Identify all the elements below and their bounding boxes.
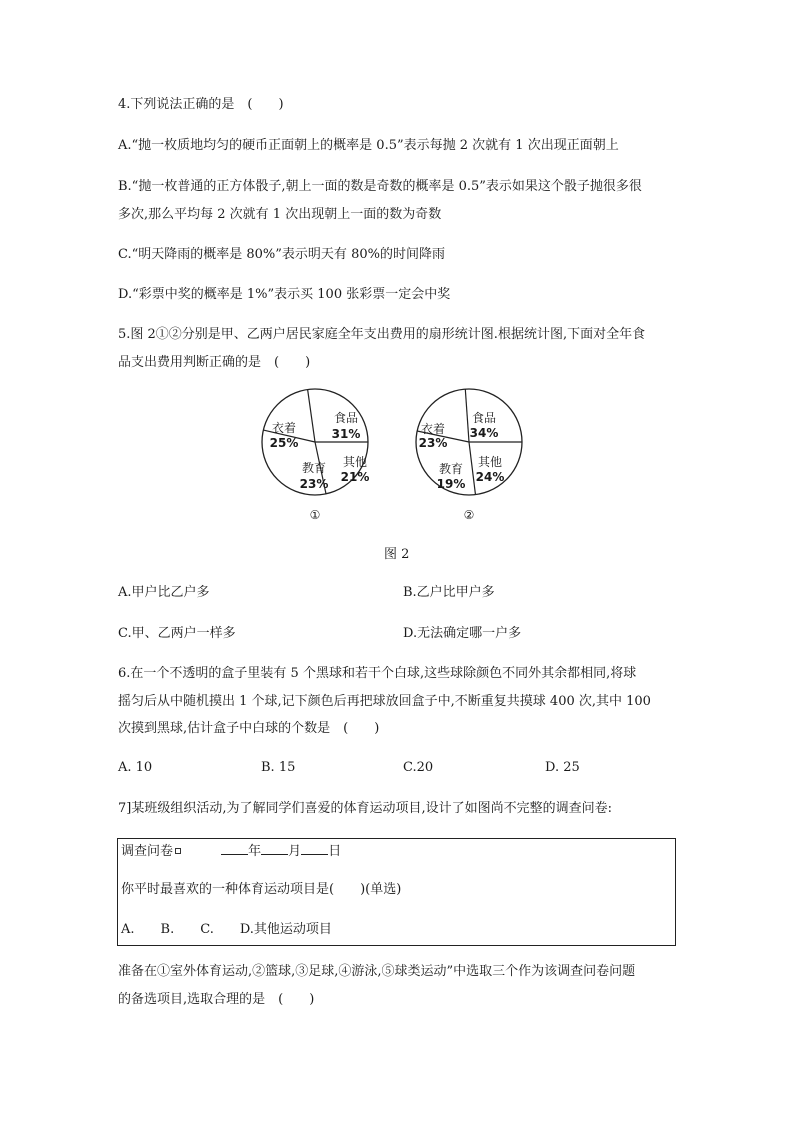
q6-option-a: A. 10 — [118, 760, 153, 775]
q5-stem-line1: 5.图 2①②分别是甲、乙两户居民家庭全年支出费用的扇形统计图.根据统计图,下面对全年食 — [118, 327, 646, 342]
q6-option-b: B. 15 — [261, 760, 296, 775]
pie-1-slice-label-1: 食品 — [333, 411, 359, 425]
q5-option-b: B.乙户比甲户多 — [403, 585, 495, 600]
year-blank — [221, 841, 248, 855]
survey-title: 调查问卷 — [121, 844, 174, 859]
survey-header — [121, 841, 341, 861]
pie-1-slice-label-2: 其他 — [342, 455, 368, 469]
pie-chart-2 — [416, 389, 522, 522]
pie-2-title: ② — [463, 508, 475, 522]
pie-1-slice-value-3: 23% — [299, 477, 329, 491]
q6-option-c: C.20 — [403, 760, 434, 775]
q4-option-b-line2: 多次,那么平均每 2 次就有 1 次出现朝上一面的数为奇数 — [118, 207, 442, 222]
survey-option-a: A. — [121, 922, 135, 937]
q6-stem-line1: 6.在一个不透明的盒子里装有 5 个黑球和若干个白球,这些球除颜色不同外其余都相同,将球 — [118, 666, 637, 681]
q6-stem-line2: 摇匀后从中随机摸出 1 个球,记下颜色后再把球放回盒子中,不断重复共摸球 400 次,其中 100 — [118, 694, 651, 709]
q4-option-b-line1: B.“抛一枚普通的正方体骰子,朝上一面的数是奇数的概率是 0.5”表示如果这个骰子抛很多很 — [118, 179, 642, 194]
pie-2-slice-value-4: 23% — [418, 436, 448, 450]
pie-1-slice-value-4: 25% — [269, 436, 299, 450]
q7-after-line2: 的备选项目,选取合理的是 ( ) — [118, 992, 315, 1007]
pie-2-slice-value-1: 34% — [469, 426, 499, 440]
survey-option-d: D.其他运动项目 — [239, 922, 332, 937]
year-label: 年 — [248, 844, 262, 859]
pie-1-slice-label-4: 衣着 — [271, 421, 297, 435]
pie-1-slice-value-2: 21% — [340, 470, 370, 484]
q7-stem: 7]某班级组织活动,为了解同学们喜爱的体育运动项目,设计了如图尚不完整的调查问卷: — [118, 801, 612, 816]
survey-question: 你平时最喜欢的一种体育运动项目是( )(单选) — [121, 882, 402, 897]
pie-2-slice-label-1: 食品 — [471, 411, 497, 425]
q5-stem-line2: 品支出费用判断正确的是 ( ) — [118, 355, 311, 370]
q4-option-c: C.“明天降雨的概率是 80%”表示明天有 80%的时间降雨 — [118, 247, 445, 262]
pie-2-slice-value-2: 24% — [475, 470, 505, 484]
q6-stem-line3: 次摸到黑球,估计盒子中白球的个数是 ( ) — [118, 721, 380, 736]
pie-2-slice-value-3: 19% — [436, 477, 466, 491]
pie-2-slice-label-4: 衣着 — [420, 422, 446, 436]
pie-2-slice-label-2: 其他 — [477, 455, 503, 469]
q4-option-a: A.“抛一枚质地均匀的硬币正面朝上的概率是 0.5”表示每抛 2 次就有 1 次出现正面朝上 — [118, 138, 619, 153]
month-blank — [261, 841, 288, 855]
pie-chart-1 — [262, 389, 369, 522]
figure-caption: 图 2 — [384, 547, 410, 562]
survey-options — [121, 921, 332, 939]
q4-stem: 4.下列说法正确的是 ( ) — [118, 97, 284, 112]
pie-1-slice-value-1: 31% — [331, 427, 361, 441]
survey-option-b: B. — [160, 922, 175, 937]
q5-option-a: A.甲户比乙户多 — [118, 585, 210, 600]
q5-option-d: D.无法确定哪一户多 — [403, 626, 522, 641]
pie-1-title: ① — [309, 508, 321, 522]
q6-option-d: D. 25 — [545, 760, 580, 775]
small-square-icon — [175, 848, 181, 854]
survey-option-c: C. — [200, 922, 214, 937]
q7-after-line1: 准备在①室外体育运动,②篮球,③足球,④游泳,⑤球类运动”中选取三个作为该调查问卷问题 — [118, 964, 636, 979]
q4-option-d: D.“彩票中奖的概率是 1%”表示买 100 张彩票一定会中奖 — [118, 287, 451, 302]
survey-form-box — [117, 838, 676, 946]
q5-option-c: C.甲、乙两户一样多 — [118, 626, 236, 641]
day-label: 日 — [328, 844, 342, 859]
pie-2-slice-label-3: 教育 — [438, 462, 464, 476]
day-blank — [301, 841, 328, 855]
pie-1-slice-label-3: 教育 — [301, 461, 327, 475]
pie-charts-figure — [262, 392, 534, 532]
month-label: 月 — [288, 844, 302, 859]
